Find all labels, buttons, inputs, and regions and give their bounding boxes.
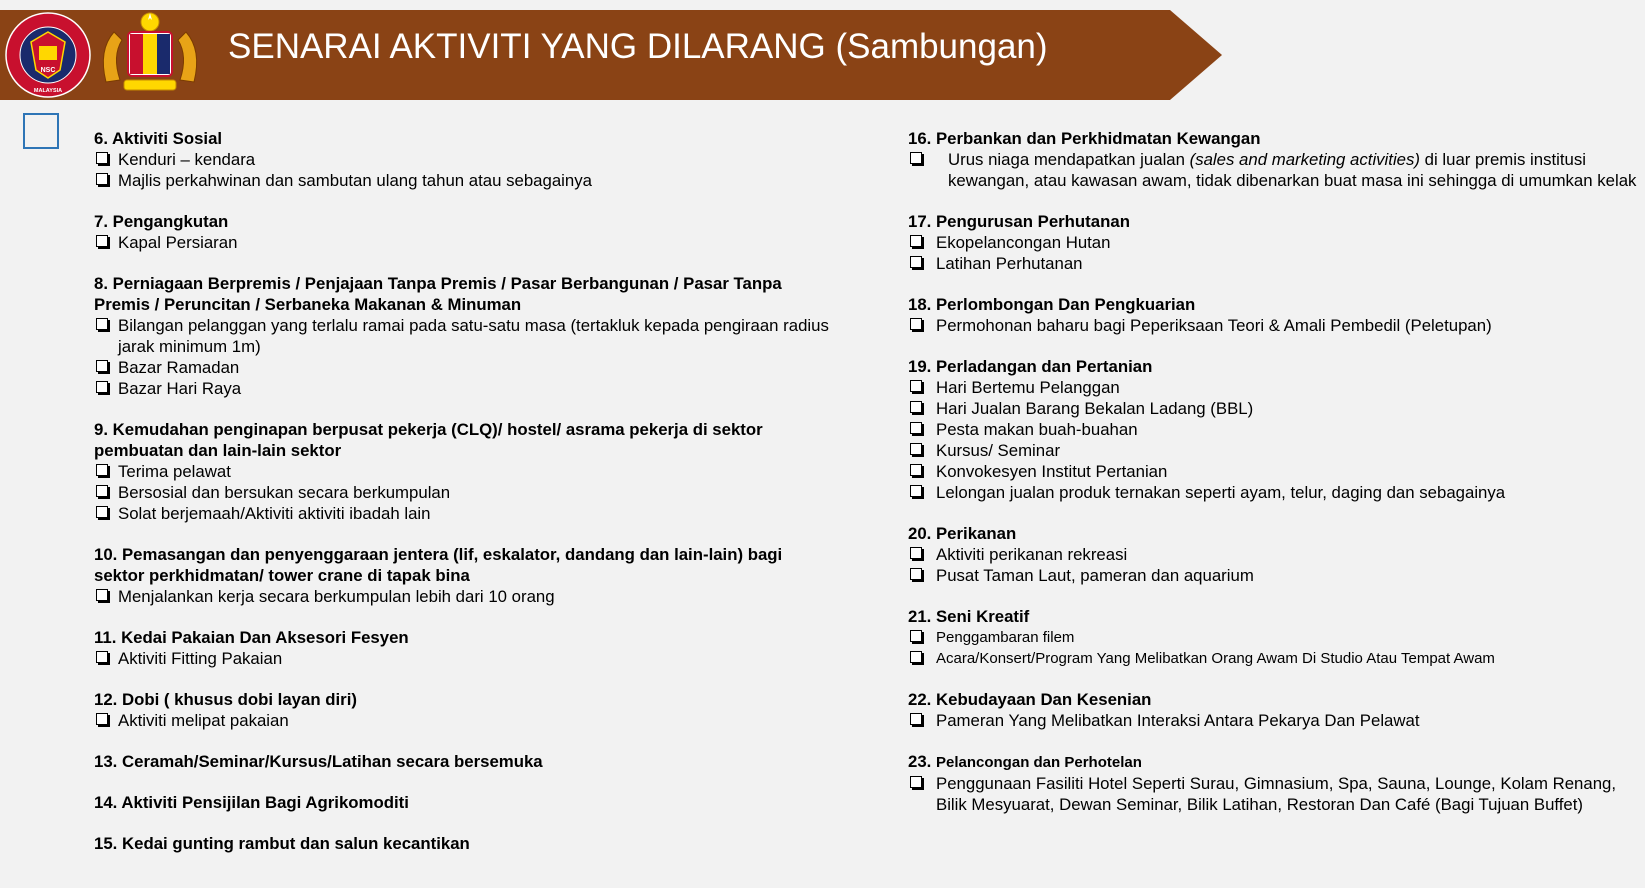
list-item bbox=[94, 586, 834, 607]
list-item bbox=[908, 710, 1638, 731]
section-gunting-rambut bbox=[94, 833, 834, 854]
list-item bbox=[94, 170, 834, 191]
list-item bbox=[94, 503, 834, 524]
list-item bbox=[908, 232, 1638, 253]
list-item bbox=[94, 315, 834, 357]
list-item bbox=[94, 482, 834, 503]
section-title: 11. Kedai Pakaian Dan Aksesori Fesyen bbox=[94, 628, 409, 647]
checkbox-bullet-icon bbox=[910, 401, 922, 413]
list-item bbox=[94, 149, 834, 170]
section-kedai-pakaian bbox=[94, 627, 834, 669]
list-item-text: Bersosial dan bersukan secara berkumpulan bbox=[118, 483, 451, 502]
section-kemudahan-penginapan bbox=[94, 419, 834, 524]
checkbox-bullet-icon bbox=[910, 630, 922, 642]
checkbox-bullet-icon bbox=[96, 464, 108, 476]
list-item-text: Hari Jualan Barang Bekalan Ladang (BBL) bbox=[936, 399, 1254, 418]
checkbox-bullet-icon bbox=[96, 235, 108, 247]
list-item-text: Latihan Perhutanan bbox=[936, 254, 1083, 273]
nsc-logo-label: NSC bbox=[40, 67, 56, 74]
list-item-text: Acara/Konsert/Program Yang Melibatkan Orang Awam Di Studio Atau Tempat Awam bbox=[936, 650, 1495, 667]
list-item-text: Kursus/ Seminar bbox=[936, 441, 1061, 460]
list-item-text: Penggambaran filem bbox=[936, 629, 1075, 646]
checkbox-bullet-icon bbox=[96, 173, 108, 185]
section-perniagaan bbox=[94, 273, 834, 399]
page-title: SENARAI AKTIVITI YANG DILARANG (Sambungan) bbox=[228, 27, 1048, 66]
checkbox-bullet-icon bbox=[910, 256, 922, 268]
list-item bbox=[94, 232, 834, 253]
checkbox-bullet-icon bbox=[96, 485, 108, 497]
checkbox-bullet-icon bbox=[910, 443, 922, 455]
section-dobi bbox=[94, 689, 834, 731]
section-title: 16. Perbankan dan Perkhidmatan Kewangan bbox=[908, 129, 1261, 148]
list-item bbox=[908, 482, 1638, 503]
list-item-text: Kenduri – kendara bbox=[118, 150, 256, 169]
checkbox-bullet-icon bbox=[96, 381, 108, 393]
section-ceramah bbox=[94, 751, 834, 772]
list-item bbox=[94, 378, 834, 399]
list-item-text: Aktiviti perikanan rekreasi bbox=[936, 545, 1128, 564]
list-item bbox=[908, 149, 1638, 191]
list-item-text: Hari Bertemu Pelanggan bbox=[936, 378, 1120, 397]
checkbox-bullet-icon bbox=[910, 713, 922, 725]
checkbox-bullet-icon bbox=[910, 776, 922, 788]
checkbox-bullet-icon bbox=[910, 464, 922, 476]
checkbox-bullet-icon bbox=[96, 318, 108, 330]
section-perlombongan bbox=[908, 294, 1638, 336]
list-item-text: Bazar Hari Raya bbox=[118, 379, 242, 398]
right-column bbox=[908, 128, 1638, 835]
list-item bbox=[908, 377, 1638, 398]
list-item-text: Solat berjemaah/Aktiviti aktiviti ibadah lain bbox=[118, 504, 431, 523]
section-kebudayaan bbox=[908, 689, 1638, 731]
list-item bbox=[908, 648, 1638, 669]
section-title: 20. Perikanan bbox=[908, 524, 1017, 543]
checkbox-bullet-icon bbox=[910, 422, 922, 434]
section-title: 10. Pemasangan dan penyenggaraan jentera (lif, eskalator, dandang dan lain-lain) bagi sektor perkhidmatan/ tower crane di tapak bina bbox=[94, 545, 783, 585]
section-perbankan bbox=[908, 128, 1638, 191]
checkbox-bullet-icon bbox=[910, 235, 922, 247]
checkbox-bullet-icon bbox=[96, 651, 108, 663]
checkbox-bullet-icon bbox=[910, 318, 922, 330]
list-item-text: Aktiviti melipat pakaian bbox=[118, 711, 289, 730]
section-title: 19. Perladangan dan Pertanian bbox=[908, 357, 1153, 376]
list-item-text: Pameran Yang Melibatkan Interaksi Antara Pekarya Dan Pelawat bbox=[936, 711, 1420, 730]
list-item-text: Majlis perkahwinan dan sambutan ulang tahun atau sebagainya bbox=[118, 171, 592, 190]
list-item-text-post: di luar premis institusi kewangan, atau kawasan awam, tidak dibenarkan buat masa ini sehingga di umumkan kelak bbox=[948, 150, 1637, 190]
checkbox-bullet-icon bbox=[96, 360, 108, 372]
list-item bbox=[908, 315, 1638, 336]
nsc-logo-icon bbox=[5, 12, 91, 98]
section-title: 21. Seni Kreatif bbox=[908, 607, 1030, 626]
slide-checkbox[interactable] bbox=[23, 113, 59, 149]
checkbox-bullet-icon bbox=[910, 380, 922, 392]
list-item bbox=[908, 461, 1638, 482]
list-item-text: Bilangan pelanggan yang terlalu ramai pada satu-satu masa (tertakluk kepada pengiraan radius jarak minimum 1m) bbox=[118, 316, 829, 356]
section-title: 13. Ceramah/Seminar/Kursus/Latihan secara bersemuka bbox=[94, 752, 543, 771]
list-item bbox=[908, 565, 1638, 586]
section-perikanan bbox=[908, 523, 1638, 586]
list-item-text: Penggunaan Fasiliti Hotel Seperti Surau, Gimnasium, Spa, Sauna, Lounge, Kolam Renang, Bilik Mesyuarat, Dewan Seminar, Bilik Latihan, Restoran Dan Café (Bagi Tujuan Buffet) bbox=[936, 774, 1617, 814]
section-title: 12. Dobi ( khusus dobi layan diri) bbox=[94, 690, 357, 709]
section-title: 8. Perniagaan Berpremis / Penjajaan Tanpa Premis / Pasar Berbangunan / Pasar Tanpa Premis / Peruncitan / Serbaneka Makanan & Minuman bbox=[94, 274, 782, 314]
section-title: 9. Kemudahan penginapan berpusat pekerja (CLQ)/ hostel/ asrama pekerja di sektor pembuatan dan lain-lain sektor bbox=[94, 420, 763, 460]
section-title: 22. Kebudayaan Dan Kesenian bbox=[908, 690, 1152, 709]
section-perhutanan bbox=[908, 211, 1638, 274]
list-item-text-italic: (sales and marketing activities) bbox=[1189, 150, 1420, 169]
nsc-logo-bottom-label: MALAYSIA bbox=[33, 88, 63, 94]
section-pengangkutan bbox=[94, 211, 834, 253]
section-pensijilan bbox=[94, 792, 834, 813]
section-perladangan bbox=[908, 356, 1638, 503]
checkbox-bullet-icon bbox=[96, 506, 108, 518]
checkbox-bullet-icon bbox=[96, 589, 108, 601]
section-title-text: Pelancongan dan Perhotelan bbox=[936, 754, 1142, 771]
list-item bbox=[908, 544, 1638, 565]
checkbox-bullet-icon bbox=[96, 152, 108, 164]
section-title: 14. Aktiviti Pensijilan Bagi Agrikomoditi bbox=[94, 793, 409, 812]
list-item-text-pre: Urus niaga mendapatkan jualan bbox=[948, 150, 1190, 169]
list-item-text: Kapal Persiaran bbox=[118, 233, 238, 252]
list-item-text: Ekopelancongan Hutan bbox=[936, 233, 1111, 252]
list-item bbox=[94, 357, 834, 378]
section-pemasangan-jentera bbox=[94, 544, 834, 607]
list-item bbox=[908, 419, 1638, 440]
checkbox-bullet-icon bbox=[910, 651, 922, 663]
list-item-text: Konvokesyen Institut Pertanian bbox=[936, 462, 1168, 481]
list-item bbox=[908, 773, 1638, 815]
checkbox-bullet-icon bbox=[910, 568, 922, 580]
list-item-text: Pusat Taman Laut, pameran dan aquarium bbox=[936, 566, 1254, 585]
list-item bbox=[908, 398, 1638, 419]
section-title: 7. Pengangkutan bbox=[94, 212, 229, 231]
section-title: 15. Kedai gunting rambut dan salun kecantikan bbox=[94, 834, 470, 853]
coat-of-arms-icon bbox=[96, 10, 204, 98]
section-title: 6. Aktiviti Sosial bbox=[94, 129, 223, 148]
section-title: 17. Pengurusan Perhutanan bbox=[908, 212, 1130, 231]
list-item-text: Lelongan jualan produk ternakan seperti ayam, telur, daging dan sebagainya bbox=[936, 483, 1506, 502]
section-title: 18. Perlombongan Dan Pengkuarian bbox=[908, 295, 1196, 314]
left-column bbox=[94, 128, 834, 874]
list-item bbox=[94, 461, 834, 482]
checkbox-bullet-icon bbox=[910, 152, 922, 164]
checkbox-bullet-icon bbox=[910, 547, 922, 559]
checkbox-bullet-icon bbox=[96, 713, 108, 725]
list-item bbox=[908, 627, 1638, 648]
list-item bbox=[94, 648, 834, 669]
list-item-text: Aktiviti Fitting Pakaian bbox=[118, 649, 283, 668]
list-item-text: Terima pelawat bbox=[118, 462, 231, 481]
section-title-number: 23. bbox=[908, 752, 936, 771]
checkbox-bullet-icon bbox=[910, 485, 922, 497]
list-item bbox=[908, 253, 1638, 274]
list-item bbox=[908, 440, 1638, 461]
section-title bbox=[908, 751, 1638, 773]
list-item-text: Permohonan baharu bagi Peperiksaan Teori & Amali Pembedil (Peletupan) bbox=[936, 316, 1492, 335]
list-item-text: Bazar Ramadan bbox=[118, 358, 240, 377]
list-item-text: Menjalankan kerja secara berkumpulan lebih dari 10 orang bbox=[118, 587, 555, 606]
section-pelancongan bbox=[908, 751, 1638, 815]
section-seni-kreatif bbox=[908, 606, 1638, 669]
list-item bbox=[94, 710, 834, 731]
section-aktiviti-sosial bbox=[94, 128, 834, 191]
list-item-text: Pesta makan buah-buahan bbox=[936, 420, 1138, 439]
